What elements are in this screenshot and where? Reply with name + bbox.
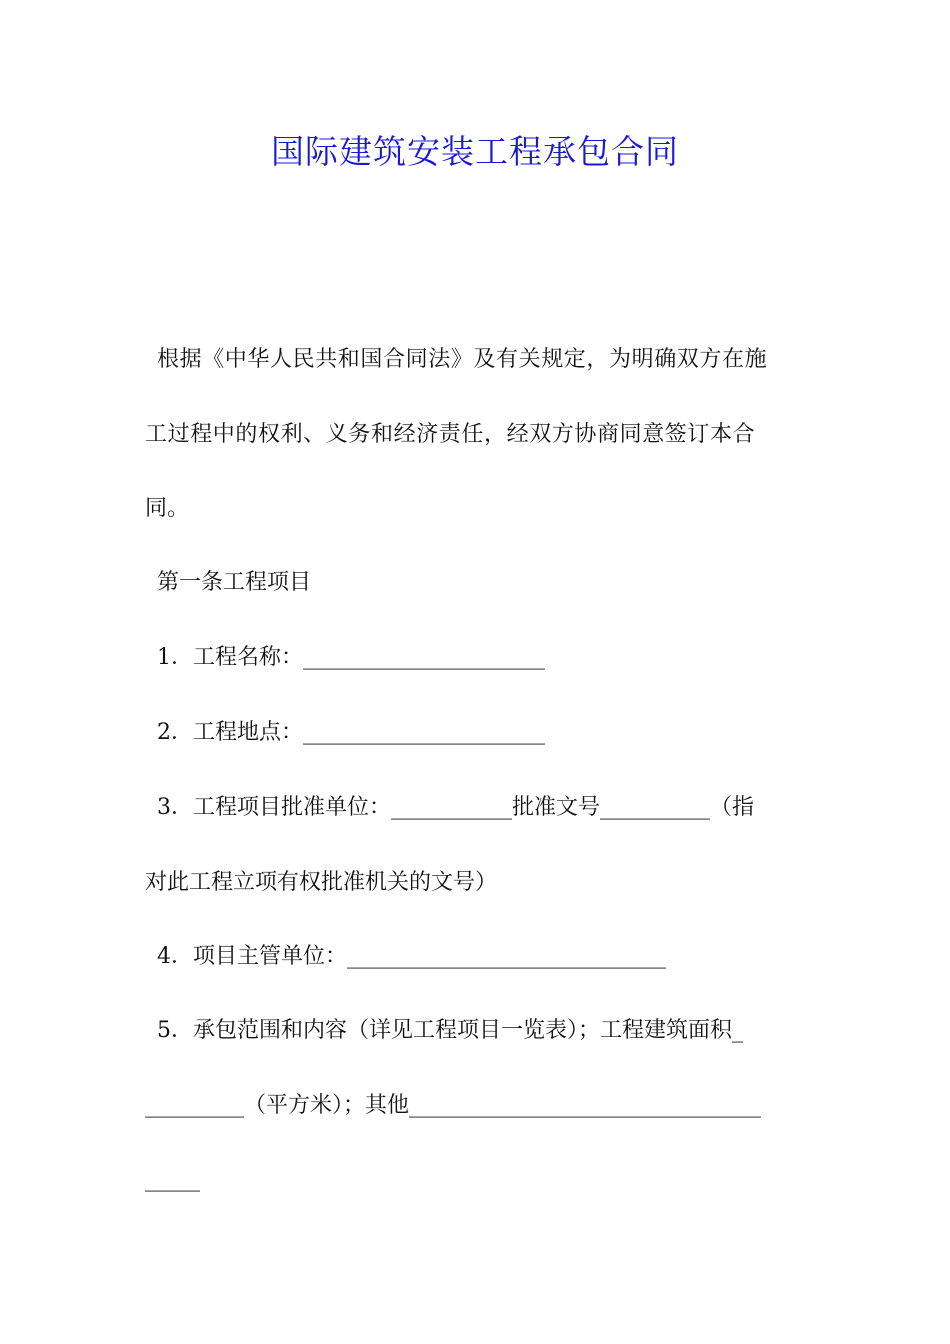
- document-title: 国际建筑安装工程承包合同: [271, 132, 679, 171]
- article-1-heading: 第一条工程项目: [157, 570, 312, 595]
- item-scope-cont-2: _____: [145, 1167, 200, 1192]
- preamble-line-2: 工过程中的权利、义务和经济责任，经双方协商同意签订本合: [145, 422, 756, 447]
- item-supervising-unit: 4．项目主管单位：_____________________________: [157, 944, 666, 969]
- item-scope-cont: _________（平方米）；其他________________________________: [145, 1093, 762, 1118]
- item-project-location: 2．工程地点：______________________: [157, 720, 545, 745]
- preamble-line-1: 根据《中华人民共和国合同法》及有关规定，为明确双方在施: [157, 347, 768, 372]
- item-scope: 5．承包范围和内容（详见工程项目一览表）；工程建筑面积_: [157, 1018, 743, 1043]
- item-approval-unit-cont: 对此工程立项有权批准机关的文号）: [145, 870, 498, 895]
- item-approval-unit: 3．工程项目批准单位：___________批准文号__________（指: [157, 795, 754, 820]
- preamble-line-3: 同。: [145, 496, 190, 521]
- item-project-name: 1．工程名称：______________________: [157, 645, 545, 670]
